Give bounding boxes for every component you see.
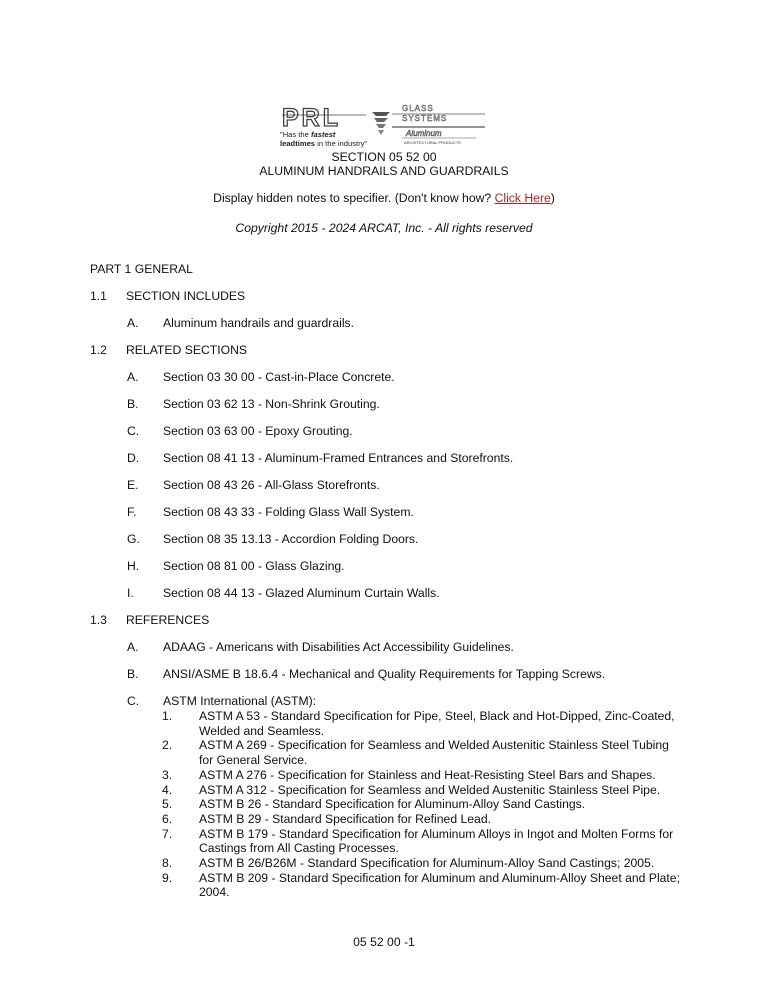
astm-list-item: 7. ASTM B 179 - Standard Specification for Aluminum Alloys in Ingot and Molten Forms for Castings from All Casting Processes. (162, 826, 674, 856)
document-page: PRL GLASS SYSTEMS Aluminum ARCHITECTURAL PRODUCTS "Has the fastest leadtimes in the industry" SECTION 05 52 00 ALUMINUM HANDRAILS AND GUARDRAILS Display hidden notes to specifier. (Don't know how? Click Here) Copyright 2015 - 2024 ARCAT, Inc. - All rights reserved PART 1 GENERAL 1.1 SECTION INCLUDES A. Aluminum handrails and guardrails. 1.2 RELATED SECTIONS A. Section 03 30 00 - Cast-in-Place Concrete. B. Section 03 62 13 - Non-Shrink Grouting. C. Section 03 63 00 - Epoxy Grouting. D. Section 08 41 13 - Aluminum-Framed Entrances and Storefronts. E. Section 08 43 26 - All-Glass Storefronts. F. Section 08 43 33 - Folding Glass Wall System. G. Section 08 35 13.13 - Accordion Folding Doors. H. Section 08 81 00 - Glass Glazing. I. Section 08 44 13 - Glazed Aluminum Curtain Walls. 1.3 REFERENCES A. ADAAG - Americans with Disabilities Act Accessibility Guidelines. B. ANSI/ASME B 18.6.4 - Mechanical and Quality Requirements for Tapping Screws. C. ASTM International (ASTM): 1. ASTM A 53 - Standard Specification for Pipe, Steel, Black and Hot-Dipped, Zinc-Coated, Welded and Seamless. 2. ASTM A 269 - Specification for Seamless and Welded Austenitic Stainless Steel Tubing for General Service. 3. ASTM A 276 - Specification for Stainless and Heat-Resisting Steel Bars and Shapes. 4. ASTM A 312 - Specification for Seamless and Welded Austenitic Stainless Steel Pipe. 5. ASTM B 26 - Standard Specification for Aluminum-Alloy Sand Castings. 6. ASTM B 29 - Standard Specification for Refined Lead. 7. ASTM B 179 - Standard Specification for Aluminum Alloys in Ingot and Molten Forms for Castings from All Casting Processes. 8. ASTM B 26/B26M - Standard Specification for Aluminum-Alloy Sand Castings; 2005. 9. ASTM B 209 - Standard Specification for Aluminum and Aluminum-Alloy Sheet and Plate; 2004. 05 52 00 -1 (0, 0, 768, 994)
astm-list-item: 4. ASTM A 312 - Specification for Seamless and Welded Austenitic Stainless Steel Pipe. (162, 782, 661, 797)
svg-text:SYSTEMS: SYSTEMS (402, 114, 448, 123)
astm-list-item: 9. ASTM B 209 - Standard Specification for Aluminum and Aluminum-Alloy Sheet and Plate; 2004. (162, 870, 680, 900)
click-here-link[interactable]: Click Here (494, 191, 551, 205)
hidden-notes-line: Display hidden notes to specifier. (Don't know how? Click Here) (213, 191, 555, 205)
prl-logo (280, 102, 490, 150)
section-number: SECTION 05 52 00 (331, 150, 437, 164)
astm-list-item: 3. ASTM A 276 - Specification for Stainless and Heat-Resisting Steel Bars and Shapes. (162, 767, 656, 782)
svg-text:Aluminum: Aluminum (406, 129, 442, 138)
astm-list-item: 2. ASTM A 269 - Specification for Seamless and Welded Austenitic Stainless Steel Tubing for General Service. (162, 738, 669, 768)
astm-list-item: 8. ASTM B 26/B26M - Standard Specification for Aluminum-Alloy Sand Castings; 2005. (162, 856, 655, 871)
part-heading: PART 1 GENERAL (90, 262, 193, 276)
svg-text:GLASS: GLASS (402, 104, 434, 113)
astm-list-item: 6. ASTM B 29 - Standard Specification for Refined Lead. (162, 811, 491, 826)
copyright-notice: Copyright 2015 - 2024 ARCAT, Inc. - All rights reserved (235, 221, 533, 235)
astm-list-item: 1. ASTM A 53 - Standard Specification for Pipe, Steel, Black and Hot-Dipped, Zinc-Coated, Welded and Seamless. (162, 709, 675, 738)
astm-reference-list (162, 709, 682, 900)
logo-tagline: "Has the fastest leadtimes in the industry" (280, 130, 368, 148)
astm-list-item: 5. ASTM B 26 - Standard Specification for Aluminum-Alloy Sand Castings. (162, 797, 586, 812)
section-title: ALUMINUM HANDRAILS AND GUARDRAILS (259, 164, 509, 178)
page-number: 05 52 00 -1 (353, 935, 415, 949)
svg-text:ARCHITECTURAL PRODUCTS: ARCHITECTURAL PRODUCTS (404, 140, 461, 145)
logo-prl-letters: PRL (282, 104, 341, 132)
